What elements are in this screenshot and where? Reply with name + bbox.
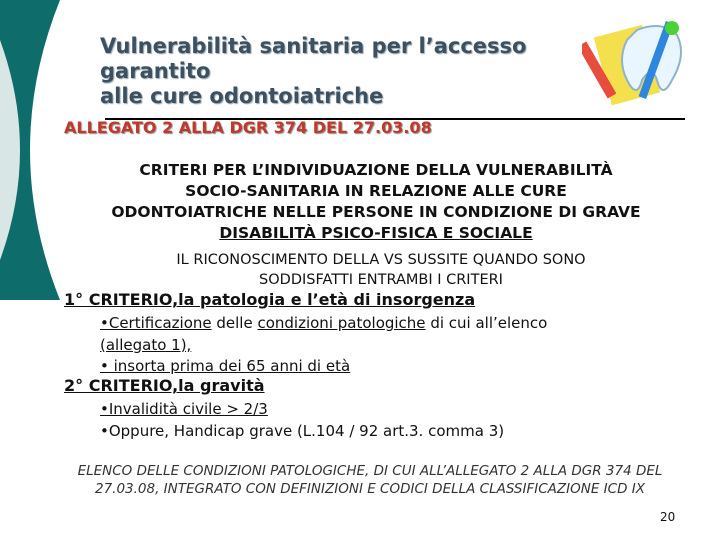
- criterion-2-title: 2° CRITERIO,la gravità: [64, 376, 265, 395]
- criteria-heading: CRITERI PER L’INDIVIDUAZIONE DELLA VULNERABILITÀ SOCIO-SANITARIA IN RELAZIONE ALLE CURE ODONTOIATRICHE NELLE PERSONE IN CONDIZIONE DI GRAVE DISABILITÀ PSICO-FISICA E SOCIALE: [111, 161, 641, 242]
- criterion-1-item-2: • insorta prima dei 65 anni di età: [100, 357, 351, 375]
- criterion-1-item-1: •Certificazione delle condizioni patologiche di cui all’elenco: [100, 314, 548, 332]
- criterion-1-title: 1° CRITERIO,la patologia e l’età di insorgenza: [64, 290, 476, 309]
- criterion-2-item-2: •Oppure, Handicap grave (L.104 / 92 art.3. comma 3): [100, 422, 505, 440]
- left-decoration: [0, 0, 60, 300]
- allegato-label: ALLEGATO 2 ALLA DGR 374 DEL 27.03.08: [64, 118, 432, 137]
- slide-title: Vulnerabilità sanitaria per l’accesso garantito alle cure odontoiatriche: [100, 34, 527, 108]
- footer-note: ELENCO DELLE CONDIZIONI PATOLOGICHE, DI CUI ALL’ALLEGATO 2 ALLA DGR 374 DEL 27.03.08, INTEGRATO CON DEFINIZIONI E CODICI DELLA CLASSIFICAZIONE ICD IX: [77, 463, 663, 497]
- recognition-text: IL RICONOSCIMENTO DELLA VS SUSSITE QUANDO SONO SODDISFATTI ENTRAMBI I CRITERI: [176, 252, 586, 288]
- page-number: 20: [660, 510, 676, 524]
- criterion-2-item-1: •Invalidità civile > 2/3: [100, 400, 268, 418]
- criterion-1-item-1-cont: (allegato 1),: [100, 336, 192, 354]
- dental-logo-icon: [582, 10, 692, 110]
